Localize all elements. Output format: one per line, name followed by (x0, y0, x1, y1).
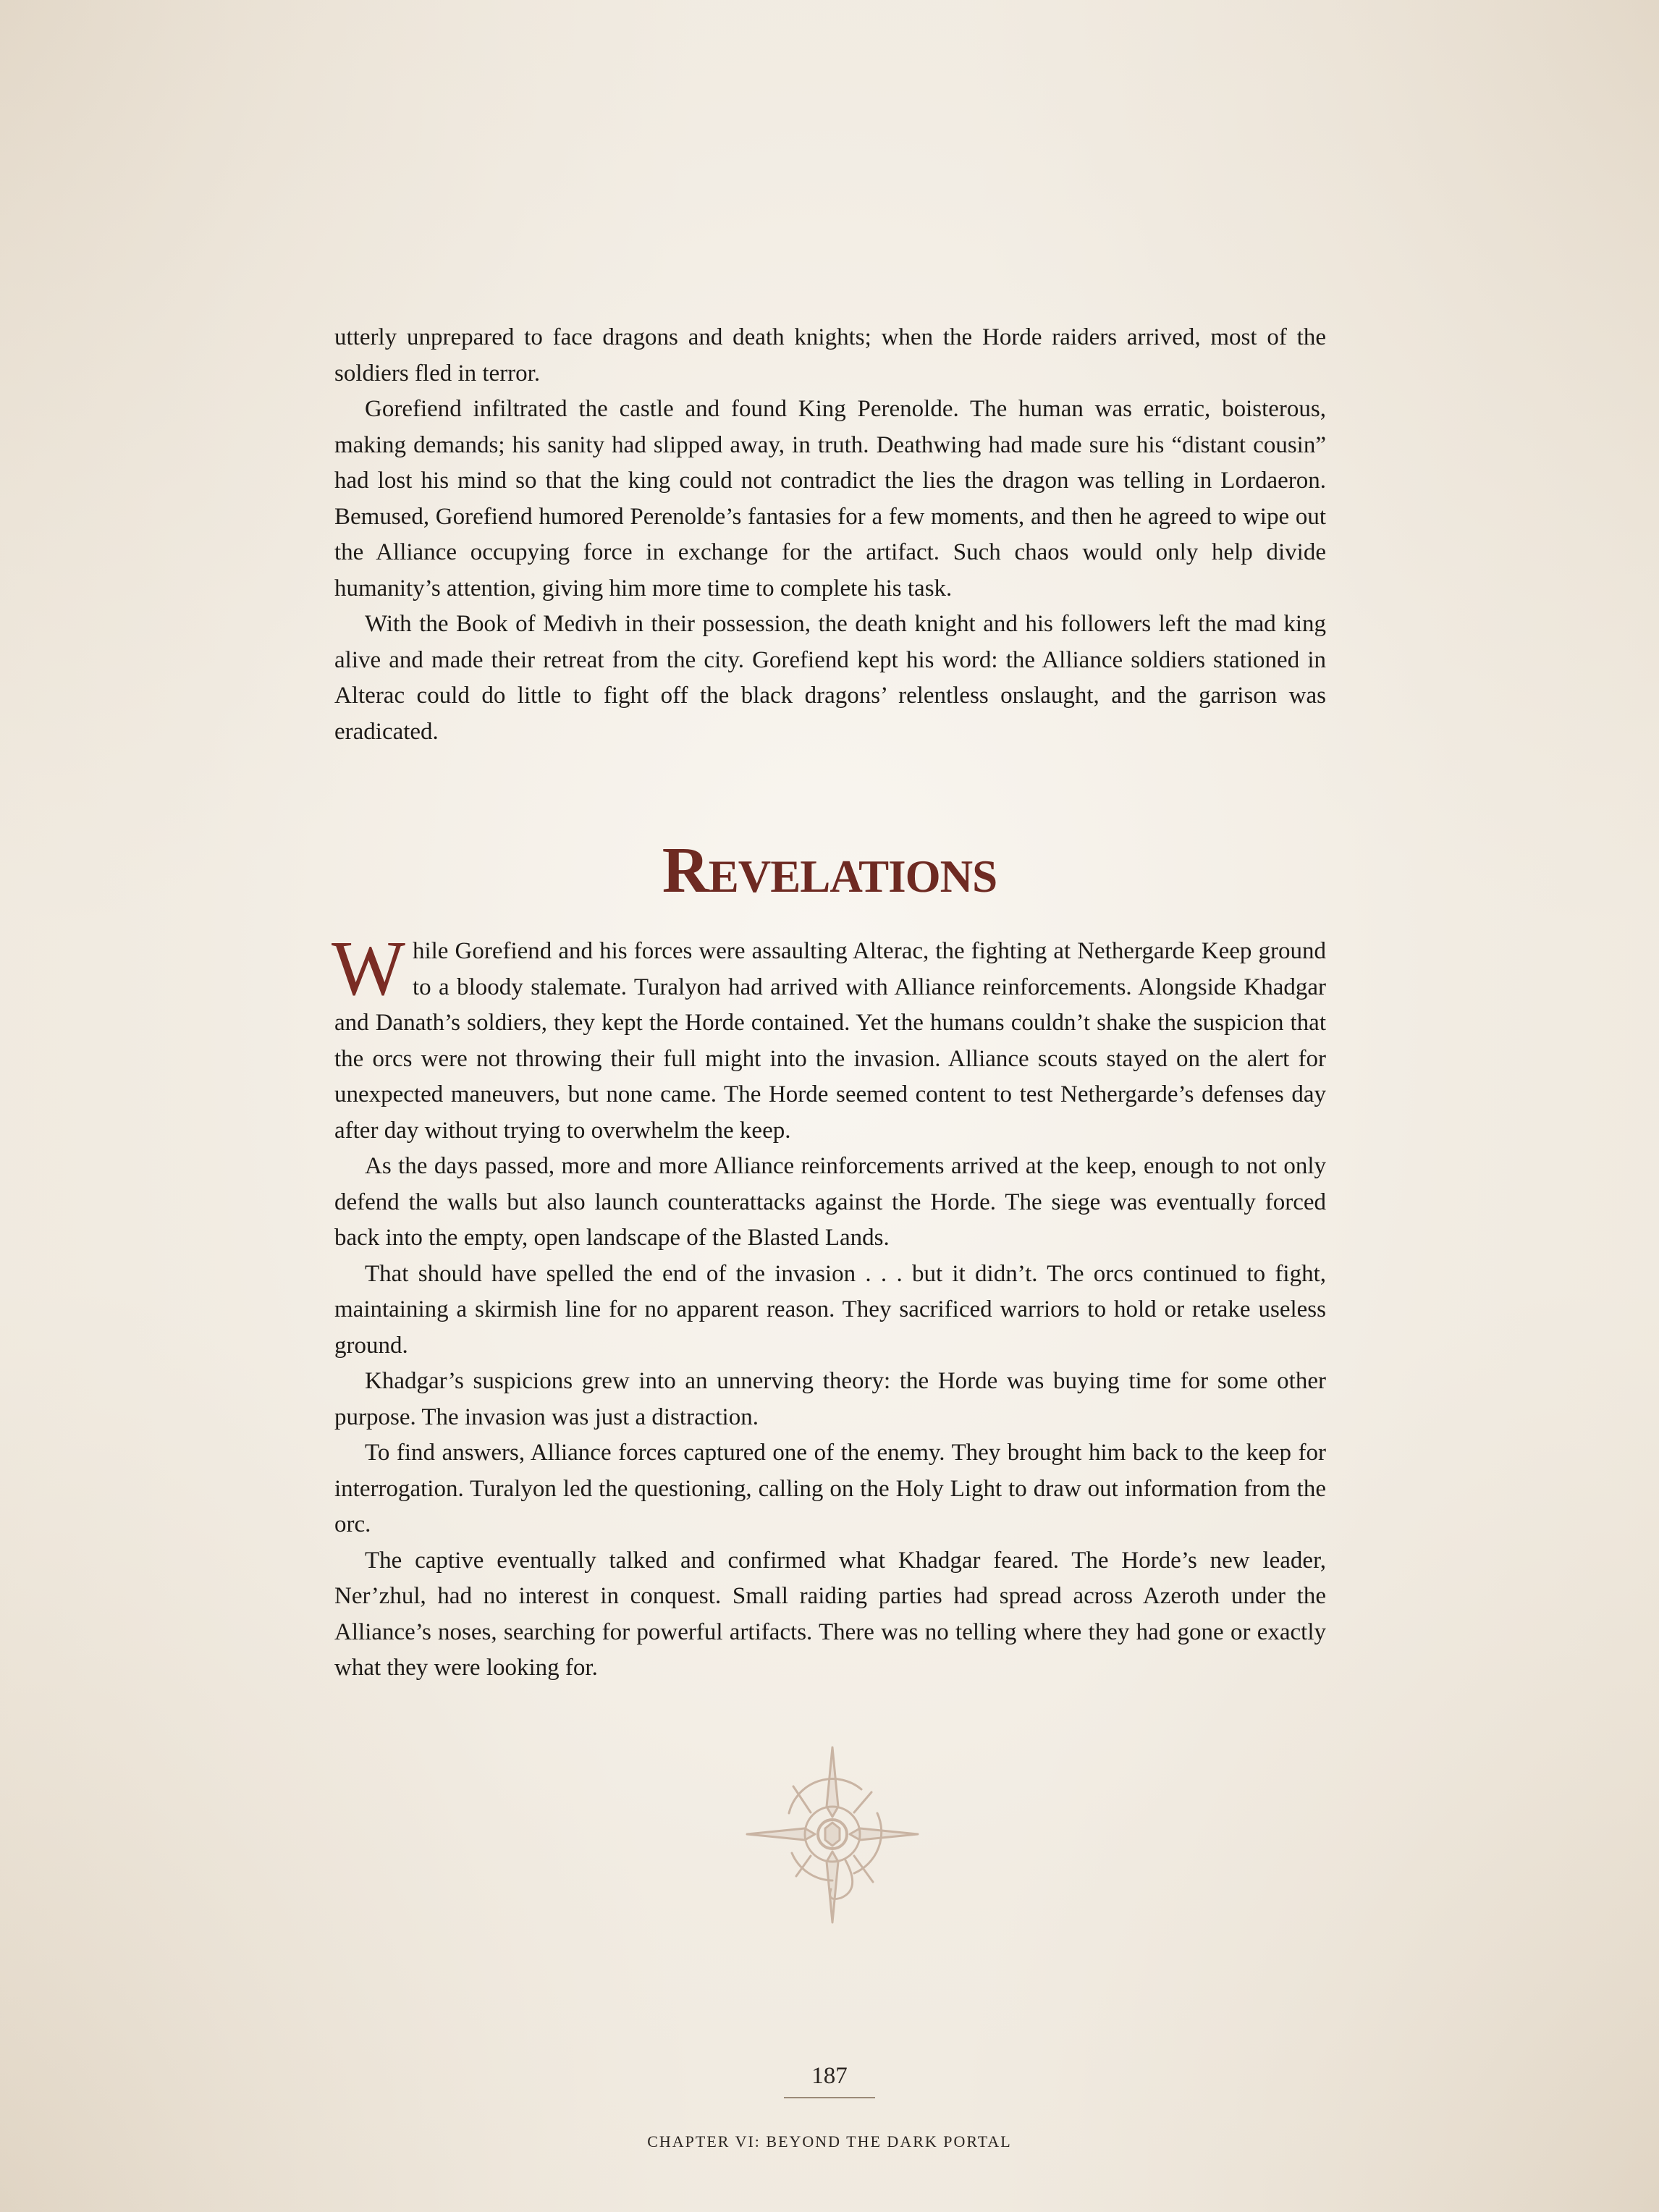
paragraph-continued: utterly unprepared to face dragons and death knights; when the Horde raiders arrived, most of the soldiers fled in terror. (334, 324, 1326, 387)
section-heading: Revelations (662, 835, 997, 906)
section-text-block (332, 926, 1326, 1687)
compass-emblem-icon (746, 1744, 919, 1925)
page-number: 187 (811, 2063, 848, 2089)
paragraph: As the days passed, more and more Alliance reinforcements arrived at the keep, enough to not only defend the walls but also launch counterattacks against the Horde. The siege was eventually forced back into the empty, open landscape of the Blasted Lands. (334, 1153, 1326, 1251)
divider (784, 2097, 875, 2098)
drop-cap: W (332, 926, 405, 1012)
paragraph: Gorefiend infiltrated the castle and found King Perenolde. The human was erratic, boisterous, making demands; his sanity had slipped away, in truth. Deathwing had made sure his “distant cousin” had lost his mind so that the king could not contradict the lies the dragon was telling in Lordaeron. Bemused, Gorefiend humored Perenolde’s fantasies for a few moments, and then he agreed to wipe out the Alliance occupying force in exchange for the artifact. Such chaos would only help divide humanity’s attention, giving him more time to complete his task. (334, 396, 1326, 601)
top-text-block (334, 320, 1326, 750)
paragraph: Khadgar’s suspicions grew into an unnerving theory: the Horde was buying time for some other purpose. The invasion was just a distraction. (334, 1368, 1326, 1430)
paragraph: The captive eventually talked and confirmed what Khadgar feared. The Horde’s new leader, Ner’zhul, had no interest in conquest. Small raiding parties had spread across Azeroth under the Alliance’s noses, searching for powerful artifacts. There was no telling where they had gone or exactly what they were looking for. (334, 1547, 1326, 1681)
paragraph-opening (332, 926, 1326, 1149)
chapter-title: CHAPTER VI: BEYOND THE DARK PORTAL (647, 2132, 1012, 2150)
paragraph: To find answers, Alliance forces captured one of the enemy. They brought him back to the keep for interrogation. Turalyon led the questioning, calling on the Holy Light to draw out information from the orc. (334, 1440, 1326, 1537)
paragraph: That should have spelled the end of the invasion . . . but it didn’t. The orcs continued to fight, maintaining a skirmish line for no apparent reason. They sacrificed warriors to hold or retake useless ground. (334, 1260, 1326, 1359)
opening-paragraph-text: hile Gorefiend and his forces were assaulting Alterac, the fighting at Nethergarde Keep ground to a bloody stalemate. Turalyon had arrived with Alliance reinforcements. Alongside Khadgar and Danath’s soldiers, they kept the Horde contained. Yet the humans couldn’t shake the suspicion that the orcs were not throwing their full might into the invasion. Alliance scouts stayed on the alert for unexpected maneuvers, but none came. The Horde seemed content to test Nethergarde’s defenses day after day without trying to overwhelm the keep. (334, 938, 1326, 1144)
paragraph: With the Book of Medivh in their possession, the death knight and his followers left the mad king alive and made their retreat from the city. Gorefiend kept his word: the Alliance soldiers stationed in Alterac could do little to fight off the black dragons’ relentless onslaught, and the garrison was eradicated. (334, 611, 1326, 745)
